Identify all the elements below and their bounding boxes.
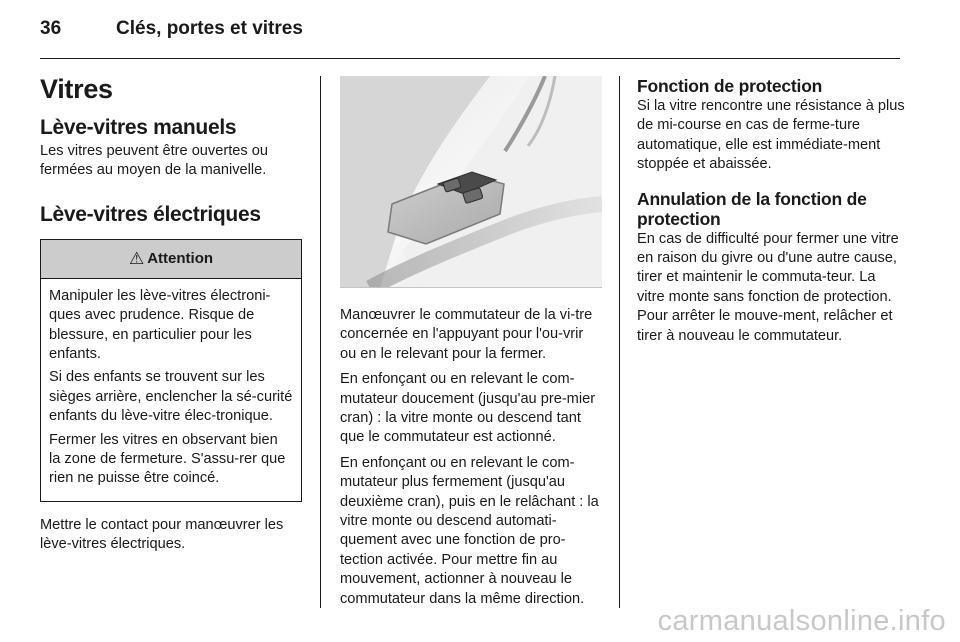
first-notch-text: En enfonçant ou en relevant le com-mutateur doucement (jusqu'au pre-mier cran) : la vitre monte ou descend tant que le commutateur est actionné. (340, 371, 596, 446)
warning-paragraph: Si des enfants se trouvent sur les sièges arrière, enclencher la sé-curité enfants du lève-vitre élec-tronique. (49, 369, 293, 425)
warning-triangle-icon: ⚠ (128, 248, 145, 268)
heading-protection: Fonction de protection (637, 76, 823, 96)
column-divider-1 (320, 76, 321, 608)
column-left (40, 72, 302, 555)
electric-windows-text: Mettre le contact pour manœuvrer les lève-vitres électriques. (40, 516, 284, 553)
heading-electric-windows: Lève-vitres électriques (40, 202, 261, 226)
switch-operation-text: Manœuvrer le commutateur de la vi-tre concernée en l'appuyant pour l'ou-vrir ou en le relevant pour la fermer. (340, 307, 593, 362)
warning-header (41, 240, 301, 279)
manual-windows-text: Les vitres peuvent être ouvertes ou fermées au moyen de la manivelle. (40, 143, 268, 179)
cancel-protection-text: En cas de difficulté pour fermer une vitre en raison du givre ou d'une autre cause, tirer et maintenir le commuta-teur. La vitre monte sans fonction de protection. Pour arrêter le mouve-ment, relâcher et tirer à nouveau le commutateur. (637, 230, 899, 344)
page-title: Vitres (40, 74, 113, 104)
section-title: Clés, portes et vitres (116, 18, 303, 39)
warning-title: Attention (147, 250, 214, 268)
warning-box (40, 239, 302, 502)
warning-paragraph: Manipuler les lève-vitres électroni-ques avec prudence. Risque de blessure, en particulier pour les enfants. (49, 287, 271, 363)
heading-manual-windows: Lève-vitres manuels (40, 116, 237, 139)
watermark: carmanualsonline.info (657, 605, 946, 637)
heading-cancel-protection: Annulation de la fonction de protection (637, 188, 867, 229)
page-header (40, 18, 900, 46)
window-switch-photo (340, 76, 602, 288)
header-rule (40, 58, 900, 59)
column-middle (340, 76, 602, 609)
column-divider-2 (619, 76, 620, 608)
column-right (637, 76, 905, 346)
warning-paragraph: Fermer les vitres en observant bien la zone de fermeture. S'assu-rer que rien ne puisse être coincé. (49, 431, 286, 487)
page-number: 36 (40, 18, 62, 39)
protection-text: Si la vitre rencontre une résistance à plus de mi-course en cas de ferme-ture automatique, elle est immédiate-ment stoppée et abaissée. (637, 98, 905, 173)
second-notch-text: En enfonçant ou en relevant le com-mutateur plus fermement (jusqu'au deuxième cran), puis en le relâchant : la vitre monte ou descend automati-quement avec une fonction de pro-tection activée. Pour mettre fin au mouvement, actionner à nouveau le commutateur dans la même direction. (340, 454, 599, 607)
warning-body (41, 279, 301, 501)
